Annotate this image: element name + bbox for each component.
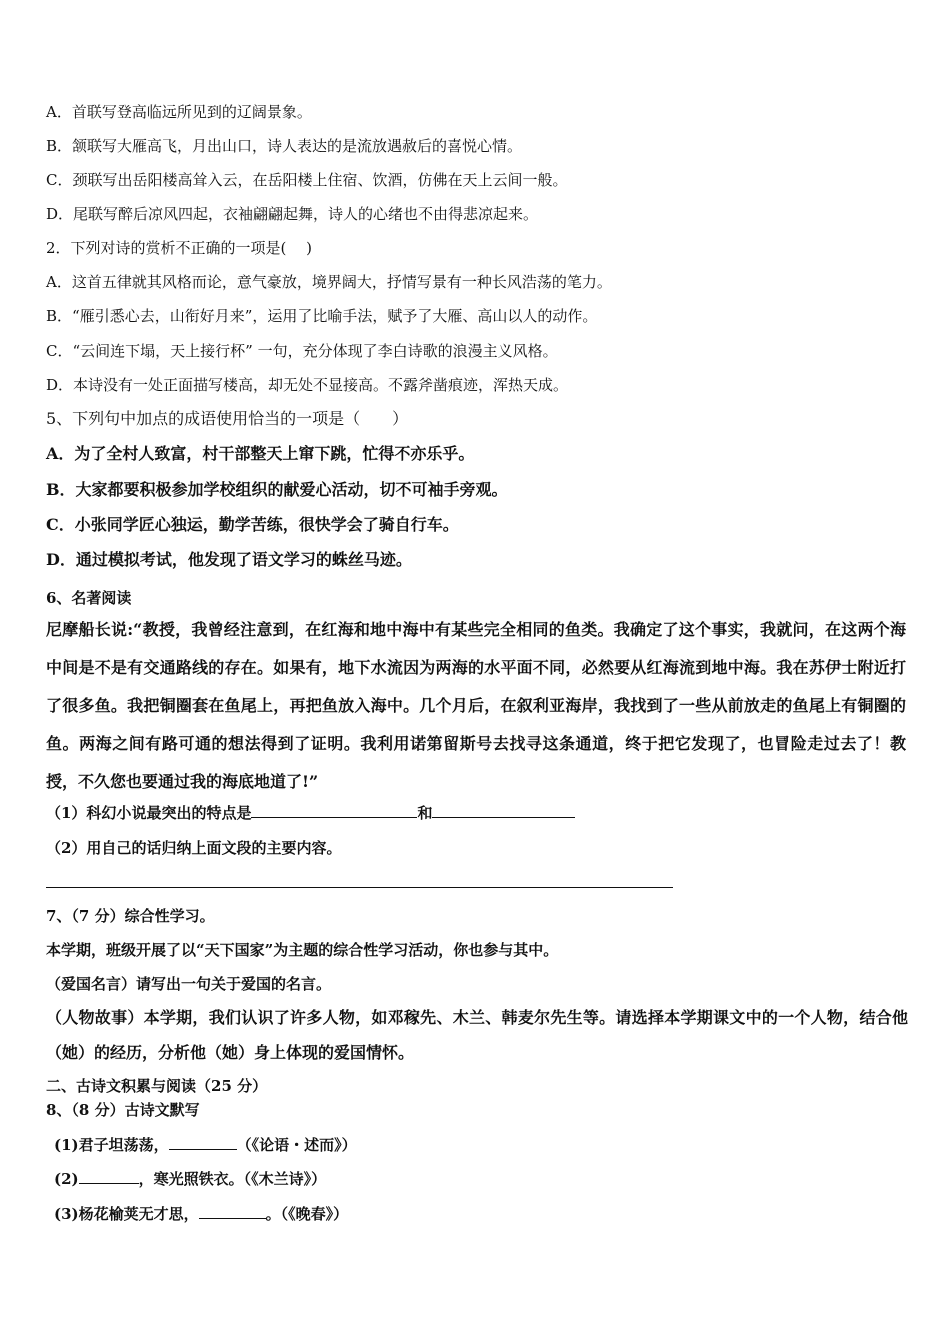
section2-title: 二、古诗文积累与阅读（25 分） [46,1077,268,1095]
q6-sub1-and: 和 [417,804,433,822]
q6-sub2: （2）用自己的话归纳上面文段的主要内容。 [46,839,342,857]
q8-item-2-before: (2) [54,1170,79,1188]
answer-blank[interactable] [432,803,575,818]
q6-sub1 [46,803,575,823]
answer-blank[interactable] [251,803,417,818]
q7-story: （人物故事）本学期，我们认识了许多人物，如邓稼先、木兰、韩麦尔先生等。请选择本学期课文中的一个人物，结合他（她）的经历，分析他（她）身上体现的爱国情怀。 [46,1008,908,1062]
q6-passage: 尼摩船长说:“教授，我曾经注意到，在红海和地中海中有某些完全相同的鱼类。我确定了这个事实，我就问，在这两个海中间是不是有交通路线的存在。如果有，地下水流因为两海的水平面不同，必然要从红海流到地中海。我在苏伊士附近打了很多鱼。我把铜圈套在鱼尾上，再把鱼放入海中。几个月后，在叙利亚海岸，我找到了一些从前放走的鱼尾上有铜圈的鱼。两海之间有路可通的想法得到了证明。我利用诺第留斯号去找寻这条通道，终于把它发现了，也冒险走过去了！教授，不久您也要通过我的海底地道了!” [46,620,906,791]
q5-stem: 5、下列句中加点的成语使用恰当的一项是（ ） [46,409,409,428]
q8-item-2 [54,1169,326,1189]
q7-title: 7、（7 分）综合性学习。 [46,907,215,925]
q8-item-1-after: （《论语・述而》） [236,1136,357,1154]
q6-sub1-text: （1）科幻小说最突出的特点是 [46,804,252,822]
q2-stem: 2．下列对诗的赏析不正确的一项是( ) [46,239,313,257]
q8-title: 8、（8 分）古诗文默写 [46,1101,200,1119]
q8-item-2-after: ，寒光照铁衣。（《木兰诗》） [138,1170,327,1188]
q2-option-a: A．这首五律就其风格而论，意气豪放，境界阔大，抒情写景有一种长风浩荡的笔力。 [46,273,612,291]
q2-option-d: D．本诗没有一处正面描写楼高，却无处不显接高。不露斧凿痕迹，浑热天成。 [46,376,569,394]
q8-item-3-after: 。（《晚春》） [265,1205,349,1223]
q2-option-c: C．“云间连下塌，天上接行杯” 一句，充分体现了李白诗歌的浪漫主义风格。 [46,342,558,360]
q6-title: 6、名著阅读 [46,589,132,607]
answer-line[interactable] [46,887,673,888]
q5-option-c: C．小张同学匠心独运，勤学苦练，很快学会了骑自行车。 [46,515,459,534]
answer-blank[interactable] [199,1204,266,1219]
q8-item-1 [54,1135,357,1155]
answer-blank[interactable] [169,1135,237,1150]
q7-intro: 本学期，班级开展了以“天下国家”为主题的综合性学习活动，你也参与其中。 [46,941,559,959]
q5-option-a: A．为了全村人致富，村干部整天上窜下跳，忙得不亦乐乎。 [46,444,475,463]
q5-option-d: D．通过模拟考试，他发现了语文学习的蛛丝马迹。 [46,550,412,569]
q8-item-3-before: (3)杨花榆荚无才思， [54,1205,199,1223]
q2-option-b: B．“雁引悉心去，山衔好月来”，运用了比喻手法，赋予了大雁、高山以人的动作。 [46,307,598,325]
answer-blank[interactable] [79,1169,139,1184]
q5-option-b: B．大家都要积极参加学校组织的献爱心活动，切不可袖手旁观。 [46,480,508,499]
q1-option-a: A．首联写登高临远所见到的辽阔景象。 [46,103,312,121]
q8-item-1-before: (1)君子坦荡荡， [54,1136,169,1154]
q1-option-c: C．颈联写出岳阳楼高耸入云，在岳阳楼上住宿、饮酒，仿佛在天上云间一般。 [46,171,568,189]
q1-option-b: B．颔联写大雁高飞，月出山口，诗人表达的是流放遇赦后的喜悦心情。 [46,137,523,155]
q8-item-3 [54,1204,348,1224]
q7-patriot: （爱国名言）请写出一句关于爱国的名言。 [46,975,332,993]
q1-option-d: D．尾联写醉后凉风四起，衣袖翩翩起舞，诗人的心绪也不由得悲凉起来。 [46,205,539,223]
